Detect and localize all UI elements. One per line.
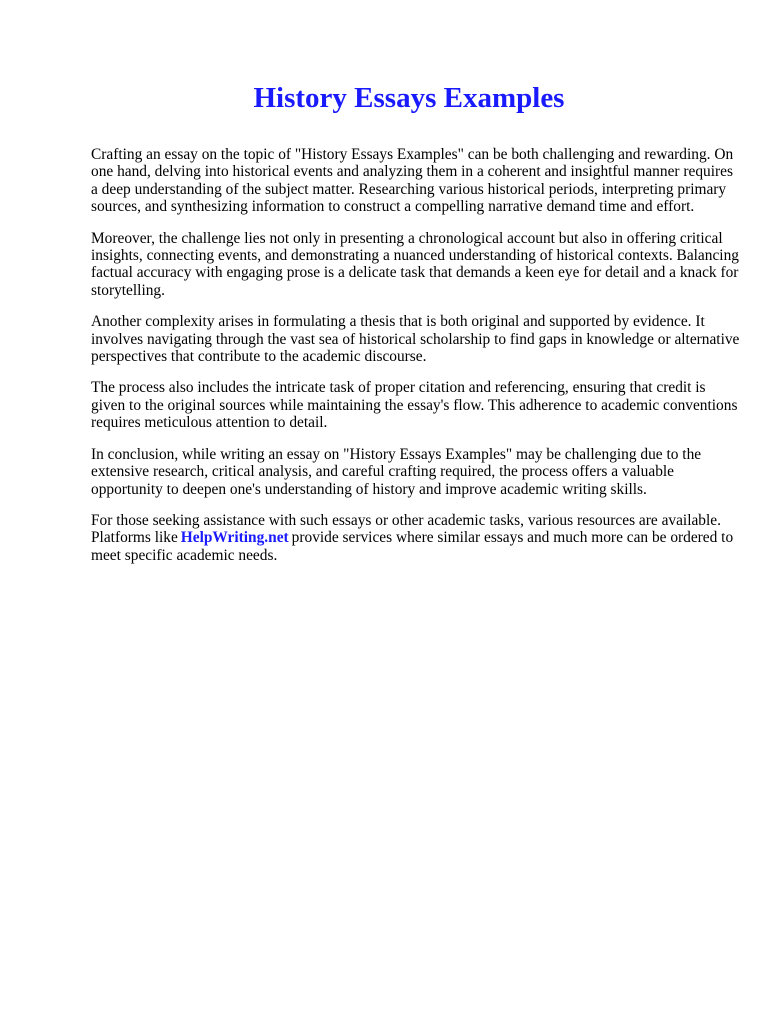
paragraph-resources xyxy=(91,512,741,564)
paragraph-intro: Crafting an essay on the topic of "History Essays Examples" can be both challenging and rewarding. On one hand, delving into historical events and analyzing them in a coherent and insightful manner requires a deep understanding of the subject matter. Researching various historical periods, interpreting primary sources, and synthesizing information to construct a compelling narrative demand time and effort. xyxy=(91,146,734,216)
resources-text-before-link: For those seeking assistance with such essays or other academic tasks, various resources are available. Platforms like xyxy=(91,511,721,547)
document-body xyxy=(91,146,741,578)
resources-text-after-link: provide services where similar essays and much more can be ordered to meet specific academic needs. xyxy=(91,529,734,564)
paragraph-conclusion: In conclusion, while writing an essay on "History Essays Examples" may be challenging due to the extensive research, critical analysis, and careful crafting required, the process offers a valuable opportunity to deepen one's understanding of history and improve academic writing skills. xyxy=(91,445,702,498)
paragraph-thesis: Another complexity arises in formulating a thesis that is both original and supported by evidence. It involves navigating through the vast sea of historical scholarship to find gaps in knowledge or alternative perspectives that contribute to the academic discourse. xyxy=(91,313,740,366)
helpwriting-link[interactable]: HelpWriting.net xyxy=(180,529,289,547)
paragraph-challenge: Moreover, the challenge lies not only in presenting a chronological account but also in offering critical insights, connecting events, and demonstrating a nuanced understanding of historical contexts. Balancing factual accuracy with engaging prose is a delicate task that demands a keen eye for detail and a knack for storytelling. xyxy=(91,229,739,299)
paragraph-citation: The process also includes the intricate task of proper citation and referencing, ensuring that credit is given to the original sources while maintaining the essay's flow. This adherence to academic conventions requires meticulous attention to detail. xyxy=(91,379,738,432)
page-title: History Essays Examples xyxy=(253,82,565,114)
